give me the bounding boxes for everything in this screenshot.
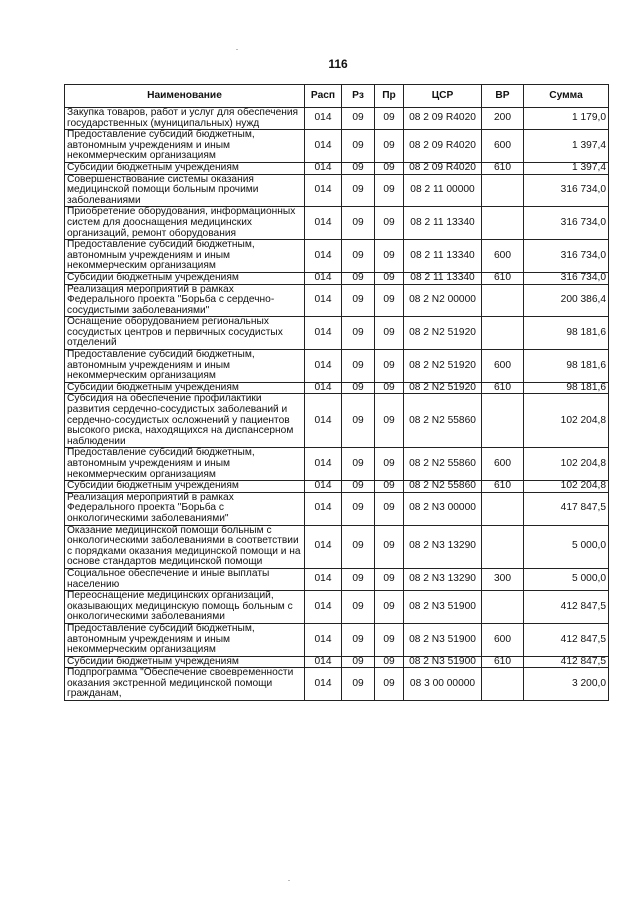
cell-sum: 98 181,6: [524, 317, 609, 350]
header-rz: Рз: [342, 85, 375, 108]
cell-csr: 08 2 N3 51900: [404, 656, 482, 668]
table-header-row: [65, 85, 609, 108]
cell-rasp: 014: [305, 668, 342, 701]
cell-vr: [482, 492, 524, 525]
cell-pr: 09: [375, 656, 404, 668]
cell-sum: 98 181,6: [524, 382, 609, 394]
cell-name: Реализация мероприятий в рамках Федерального проекта "Борьба с сердечно-сосудистыми заболеваниями": [65, 284, 305, 317]
cell-rasp: 014: [305, 656, 342, 668]
cell-rz: 09: [342, 382, 375, 394]
cell-pr: 09: [375, 284, 404, 317]
cell-sum: 102 204,8: [524, 394, 609, 448]
cell-pr: 09: [375, 394, 404, 448]
cell-name: Оснащение оборудованием региональных сосудистых центров и первичных сосудистых отделений: [65, 317, 305, 350]
table-row: [65, 272, 609, 284]
cell-vr: [482, 284, 524, 317]
cell-rz: 09: [342, 448, 375, 481]
cell-sum: 316 734,0: [524, 240, 609, 273]
table-row: [65, 525, 609, 568]
cell-name: Субсидия на обеспечение профилактики развития сердечно-сосудистых заболеваний и сердечно-сосудистых осложнений у пациентов высокого риска, находящихся на диспансерном наблюдении: [65, 394, 305, 448]
cell-rz: 09: [342, 568, 375, 590]
cell-vr: [482, 668, 524, 701]
cell-rz: 09: [342, 162, 375, 174]
cell-rz: 09: [342, 656, 375, 668]
table-row: [65, 130, 609, 163]
header-rasp: Расп: [305, 85, 342, 108]
cell-sum: 412 847,5: [524, 623, 609, 656]
cell-sum: 417 847,5: [524, 492, 609, 525]
cell-csr: 08 2 N2 51920: [404, 382, 482, 394]
cell-rasp: 014: [305, 272, 342, 284]
header-name: Наименование: [65, 85, 305, 108]
table-row: [65, 174, 609, 207]
table-row: [65, 108, 609, 130]
cell-vr: [482, 525, 524, 568]
cell-rasp: 014: [305, 492, 342, 525]
cell-rasp: 014: [305, 350, 342, 383]
table-row: [65, 668, 609, 701]
cell-csr: 08 2 N2 51920: [404, 350, 482, 383]
table-row: [65, 350, 609, 383]
table-body: [65, 108, 609, 701]
table-row: [65, 394, 609, 448]
cell-rz: 09: [342, 207, 375, 240]
cell-rz: 09: [342, 130, 375, 163]
table-row: [65, 481, 609, 493]
cell-rz: 09: [342, 668, 375, 701]
cell-rasp: 014: [305, 317, 342, 350]
cell-name: Приобретение оборудования, информационных систем для дооснащения медицинских организаций, ремонт оборудования: [65, 207, 305, 240]
cell-vr: [482, 591, 524, 624]
cell-csr: 08 2 09 R4020: [404, 130, 482, 163]
cell-rasp: 014: [305, 130, 342, 163]
cell-vr: [482, 174, 524, 207]
cell-name: Предоставление субсидий бюджетным, автономным учреждениям и иным некоммерческим организациям: [65, 623, 305, 656]
header-sum: Сумма: [524, 85, 609, 108]
table-row: [65, 492, 609, 525]
cell-vr: 300: [482, 568, 524, 590]
cell-name: Субсидии бюджетным учреждениям: [65, 656, 305, 668]
table-row: [65, 284, 609, 317]
cell-sum: 102 204,8: [524, 448, 609, 481]
cell-name: Оказание медицинской помощи больным с онкологическими заболеваниями в соответствии с порядками оказания медицинской помощи и на основе стандартов медицинской помощи: [65, 525, 305, 568]
cell-pr: 09: [375, 448, 404, 481]
cell-csr: 08 2 11 13340: [404, 240, 482, 273]
cell-sum: 316 734,0: [524, 174, 609, 207]
cell-rz: 09: [342, 525, 375, 568]
cell-rasp: 014: [305, 240, 342, 273]
cell-rasp: 014: [305, 108, 342, 130]
cell-vr: 610: [482, 162, 524, 174]
cell-rasp: 014: [305, 591, 342, 624]
cell-pr: 09: [375, 350, 404, 383]
cell-rz: 09: [342, 317, 375, 350]
cell-pr: 09: [375, 668, 404, 701]
cell-pr: 09: [375, 174, 404, 207]
cell-name: Субсидии бюджетным учреждениям: [65, 162, 305, 174]
table-row: [65, 623, 609, 656]
table-row: [65, 240, 609, 273]
cell-rasp: 014: [305, 394, 342, 448]
cell-rz: 09: [342, 481, 375, 493]
scan-speck: [236, 49, 238, 50]
cell-pr: 09: [375, 568, 404, 590]
table-row: [65, 591, 609, 624]
cell-rasp: 014: [305, 481, 342, 493]
cell-rasp: 014: [305, 162, 342, 174]
cell-pr: 09: [375, 207, 404, 240]
header-pr: Пр: [375, 85, 404, 108]
cell-sum: 412 847,5: [524, 656, 609, 668]
cell-sum: 1 397,4: [524, 130, 609, 163]
cell-pr: 09: [375, 240, 404, 273]
cell-pr: 09: [375, 492, 404, 525]
cell-rz: 09: [342, 394, 375, 448]
cell-name: Предоставление субсидий бюджетным, автономным учреждениям и иным некоммерческим организациям: [65, 240, 305, 273]
cell-csr: 08 2 N3 13290: [404, 525, 482, 568]
cell-vr: [482, 207, 524, 240]
cell-csr: 08 2 N2 51920: [404, 317, 482, 350]
cell-sum: 1 397,4: [524, 162, 609, 174]
cell-rz: 09: [342, 240, 375, 273]
cell-csr: 08 2 09 R4020: [404, 108, 482, 130]
cell-sum: 98 181,6: [524, 350, 609, 383]
cell-name: Субсидии бюджетным учреждениям: [65, 481, 305, 493]
cell-csr: 08 2 N2 00000: [404, 284, 482, 317]
cell-name: Реализация мероприятий в рамках Федерального проекта "Борьба с онкологическими заболеваниями": [65, 492, 305, 525]
cell-vr: 200: [482, 108, 524, 130]
table-row: [65, 448, 609, 481]
cell-vr: 600: [482, 448, 524, 481]
scan-speck: [288, 880, 290, 881]
cell-rasp: 014: [305, 174, 342, 207]
cell-sum: 5 000,0: [524, 568, 609, 590]
cell-csr: 08 2 N2 55860: [404, 448, 482, 481]
cell-pr: 09: [375, 272, 404, 284]
cell-sum: 3 200,0: [524, 668, 609, 701]
cell-sum: 102 204,8: [524, 481, 609, 493]
cell-vr: 600: [482, 623, 524, 656]
cell-pr: 09: [375, 130, 404, 163]
cell-rz: 09: [342, 284, 375, 317]
cell-csr: 08 2 11 13340: [404, 272, 482, 284]
cell-csr: 08 2 09 R4020: [404, 162, 482, 174]
cell-vr: 600: [482, 130, 524, 163]
cell-name: Субсидии бюджетным учреждениям: [65, 382, 305, 394]
header-vr: ВР: [482, 85, 524, 108]
cell-sum: 5 000,0: [524, 525, 609, 568]
cell-vr: 610: [482, 656, 524, 668]
cell-vr: [482, 394, 524, 448]
table-row: [65, 162, 609, 174]
cell-csr: 08 2 N3 51900: [404, 591, 482, 624]
cell-rasp: 014: [305, 382, 342, 394]
cell-name: Социальное обеспечение и иные выплаты населению: [65, 568, 305, 590]
cell-rz: 09: [342, 492, 375, 525]
cell-pr: 09: [375, 623, 404, 656]
cell-csr: 08 2 N2 55860: [404, 481, 482, 493]
cell-name: Предоставление субсидий бюджетным, автономным учреждениям и иным некоммерческим организациям: [65, 130, 305, 163]
cell-rz: 09: [342, 272, 375, 284]
cell-csr: 08 2 N3 51900: [404, 623, 482, 656]
cell-vr: 600: [482, 240, 524, 273]
page-number: 116: [328, 57, 348, 71]
cell-rz: 09: [342, 108, 375, 130]
cell-vr: [482, 317, 524, 350]
cell-csr: 08 3 00 00000: [404, 668, 482, 701]
cell-csr: 08 2 N2 55860: [404, 394, 482, 448]
cell-pr: 09: [375, 481, 404, 493]
cell-pr: 09: [375, 162, 404, 174]
cell-rasp: 014: [305, 448, 342, 481]
cell-rasp: 014: [305, 568, 342, 590]
budget-table: [64, 84, 609, 701]
cell-name: Совершенствование системы оказания медицинской помощи больным прочими заболеваниями: [65, 174, 305, 207]
cell-name: Субсидии бюджетным учреждениям: [65, 272, 305, 284]
cell-sum: 316 734,0: [524, 272, 609, 284]
cell-pr: 09: [375, 591, 404, 624]
cell-name: Подпрограмма "Обеспечение своевременности оказания экстренной медицинской помощи гражданам,: [65, 668, 305, 701]
cell-vr: 610: [482, 382, 524, 394]
cell-rasp: 014: [305, 525, 342, 568]
cell-vr: 600: [482, 350, 524, 383]
cell-pr: 09: [375, 382, 404, 394]
cell-vr: 610: [482, 481, 524, 493]
table-row: [65, 317, 609, 350]
header-csr: ЦСР: [404, 85, 482, 108]
cell-rasp: 014: [305, 284, 342, 317]
cell-sum: 200 386,4: [524, 284, 609, 317]
cell-csr: 08 2 11 13340: [404, 207, 482, 240]
cell-name: Переоснащение медицинских организаций, оказывающих медицинскую помощь больным с онкологическими заболеваниями: [65, 591, 305, 624]
cell-rz: 09: [342, 591, 375, 624]
cell-rasp: 014: [305, 207, 342, 240]
table-row: [65, 568, 609, 590]
cell-rz: 09: [342, 350, 375, 383]
cell-pr: 09: [375, 108, 404, 130]
cell-rasp: 014: [305, 623, 342, 656]
cell-pr: 09: [375, 317, 404, 350]
cell-csr: 08 2 11 00000: [404, 174, 482, 207]
cell-rz: 09: [342, 174, 375, 207]
cell-sum: 1 179,0: [524, 108, 609, 130]
cell-csr: 08 2 N3 00000: [404, 492, 482, 525]
cell-sum: 412 847,5: [524, 591, 609, 624]
cell-csr: 08 2 N3 13290: [404, 568, 482, 590]
cell-name: Предоставление субсидий бюджетным, автономным учреждениям и иным некоммерческим организациям: [65, 350, 305, 383]
cell-name: Закупка товаров, работ и услуг для обеспечения государственных (муниципальных) нужд: [65, 108, 305, 130]
cell-rz: 09: [342, 623, 375, 656]
cell-sum: 316 734,0: [524, 207, 609, 240]
cell-vr: 610: [482, 272, 524, 284]
cell-name: Предоставление субсидий бюджетным, автономным учреждениям и иным некоммерческим организациям: [65, 448, 305, 481]
cell-pr: 09: [375, 525, 404, 568]
table-row: [65, 207, 609, 240]
